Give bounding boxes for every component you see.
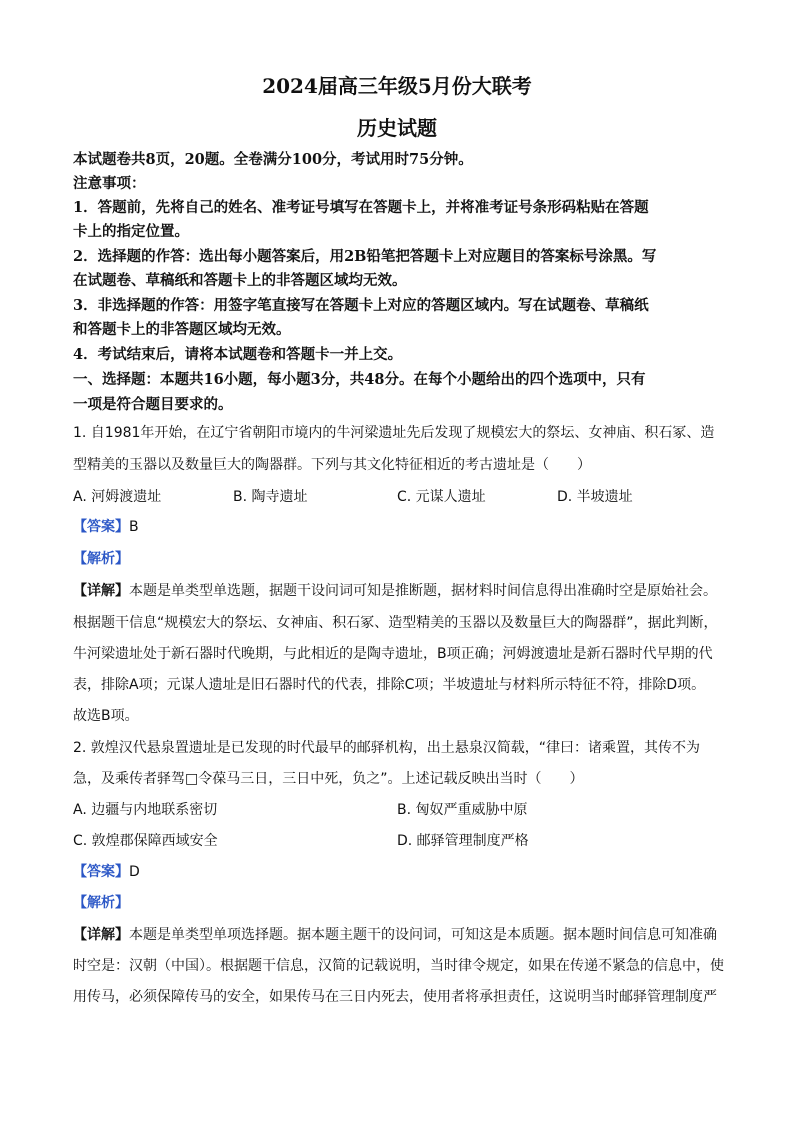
exam-title: 2024届高三年级5月份大联考	[262, 74, 532, 98]
q2-answer	[73, 861, 140, 881]
exam-subject-title: 历史试题	[357, 116, 437, 140]
answer-value: B	[129, 519, 139, 535]
detail-text: 本题是单类型单选题，据题干设问词可知是推断题，据材料时间信息得出准确时空是原始社会。	[129, 583, 717, 599]
q1-detail-line: 故选B项。	[73, 708, 139, 724]
detail-label: 【详解】	[73, 927, 129, 943]
q2-option-d: D. 邮驿管理制度严格	[397, 833, 529, 849]
notice-line: 和答题卡上的非答题区域均无效。	[73, 321, 291, 338]
notice-line: 3．非选择题的作答：用签字笔直接写在答题卡上对应的答题区域内。写在试题卷、草稿纸	[73, 297, 649, 314]
q2-detail-line: 时空是：汉朝（中国）。根据题干信息，汉简的记载说明，当时律令规定，如果在传递不紧急的信息中，使	[73, 958, 724, 974]
q2-stem-line: 2. 敦煌汉代悬泉置遗址是已发现的时代最早的邮驿机构，出土悬泉汉简载，“律曰：诸乘置，其传不为	[73, 740, 701, 756]
q2-stem-line: 急，及乘传者驿驾□令葆马三日，三日中死，负之”。上述记载反映出当时（ ）	[73, 771, 584, 787]
answer-label: 【答案】	[73, 864, 129, 880]
notice-line: 1．答题前，先将自己的姓名、准考证号填写在答题卡上，并将准考证号条形码粘贴在答题	[73, 199, 649, 216]
notice-line: 4．考试结束后，请将本试题卷和答题卡一并上交。	[73, 346, 403, 363]
q1-option-c: C. 元谋人遗址	[397, 489, 486, 505]
q1-detail-line	[73, 580, 717, 600]
q1-stem-line: 1. 自1981年开始，在辽宁省朝阳市境内的牛河梁遗址先后发现了规模宏大的祭坛、女神庙、积石冢、造	[73, 425, 715, 441]
detail-text: 本题是单类型单项选择题。据本题主题干的设问词，可知这是本质题。据本题时间信息可知准确	[129, 927, 717, 943]
q1-stem-line: 型精美的玉器以及数量巨大的陶器群。下列与其文化特征相近的考古遗址是（ ）	[73, 457, 591, 473]
q2-detail-line	[73, 924, 717, 944]
q2-option-b: B. 匈奴严重威胁中原	[397, 802, 528, 818]
analysis-label: 【解析】	[73, 895, 129, 911]
notice-line: 卡上的指定位置。	[73, 223, 189, 240]
q1-detail-line: 根据题干信息“规模宏大的祭坛、女神庙、积石冢、造型精美的玉器以及数量巨大的陶器群”，据此判断，	[73, 615, 718, 631]
answer-value: D	[129, 864, 140, 880]
notice-line: 在试题卷、草稿纸和答题卡上的非答题区域均无效。	[73, 272, 407, 289]
section-heading-cont: 一项是符合题目要求的。	[73, 396, 233, 413]
q1-detail-line: 表，排除A项；元谋人遗址是旧石器时代的代表，排除C项；半坡遗址与材料所示特征不符，排除D项。	[73, 677, 706, 693]
notice-title: 注意事项：	[73, 175, 146, 192]
answer-label: 【答案】	[73, 519, 129, 535]
exam-intro: 本试题卷共8页，20题。全卷满分100分，考试用时75分钟。	[73, 151, 473, 168]
q1-option-b: B. 陶寺遗址	[233, 489, 308, 505]
analysis-label: 【解析】	[73, 551, 129, 567]
notice-line: 2．选择题的作答：选出每小题答案后，用2B铅笔把答题卡上对应题目的答案标号涂黑。写	[73, 248, 657, 265]
q1-option-a: A. 河姆渡遗址	[73, 489, 162, 505]
q1-analysis-label	[73, 548, 129, 568]
q1-option-d: D. 半坡遗址	[557, 489, 633, 505]
q2-analysis-label	[73, 892, 129, 912]
q2-detail-line: 用传马，必须保障传马的安全，如果传马在三日内死去，使用者将承担责任，这说明当时邮驿管理制度严	[73, 989, 717, 1005]
q2-option-a: A. 边疆与内地联系密切	[73, 802, 218, 818]
section-heading: 一、选择题：本题共16小题，每小题3分，共48分。在每个小题给出的四个选项中，只有	[73, 371, 646, 388]
q1-answer	[73, 516, 139, 536]
q1-detail-line: 牛河梁遗址处于新石器时代晚期，与此相近的是陶寺遗址，B项正确；河姆渡遗址是新石器时代早期的代	[73, 646, 713, 662]
detail-label: 【详解】	[73, 583, 129, 599]
q2-option-c: C. 敦煌郡保障西域安全	[73, 833, 218, 849]
